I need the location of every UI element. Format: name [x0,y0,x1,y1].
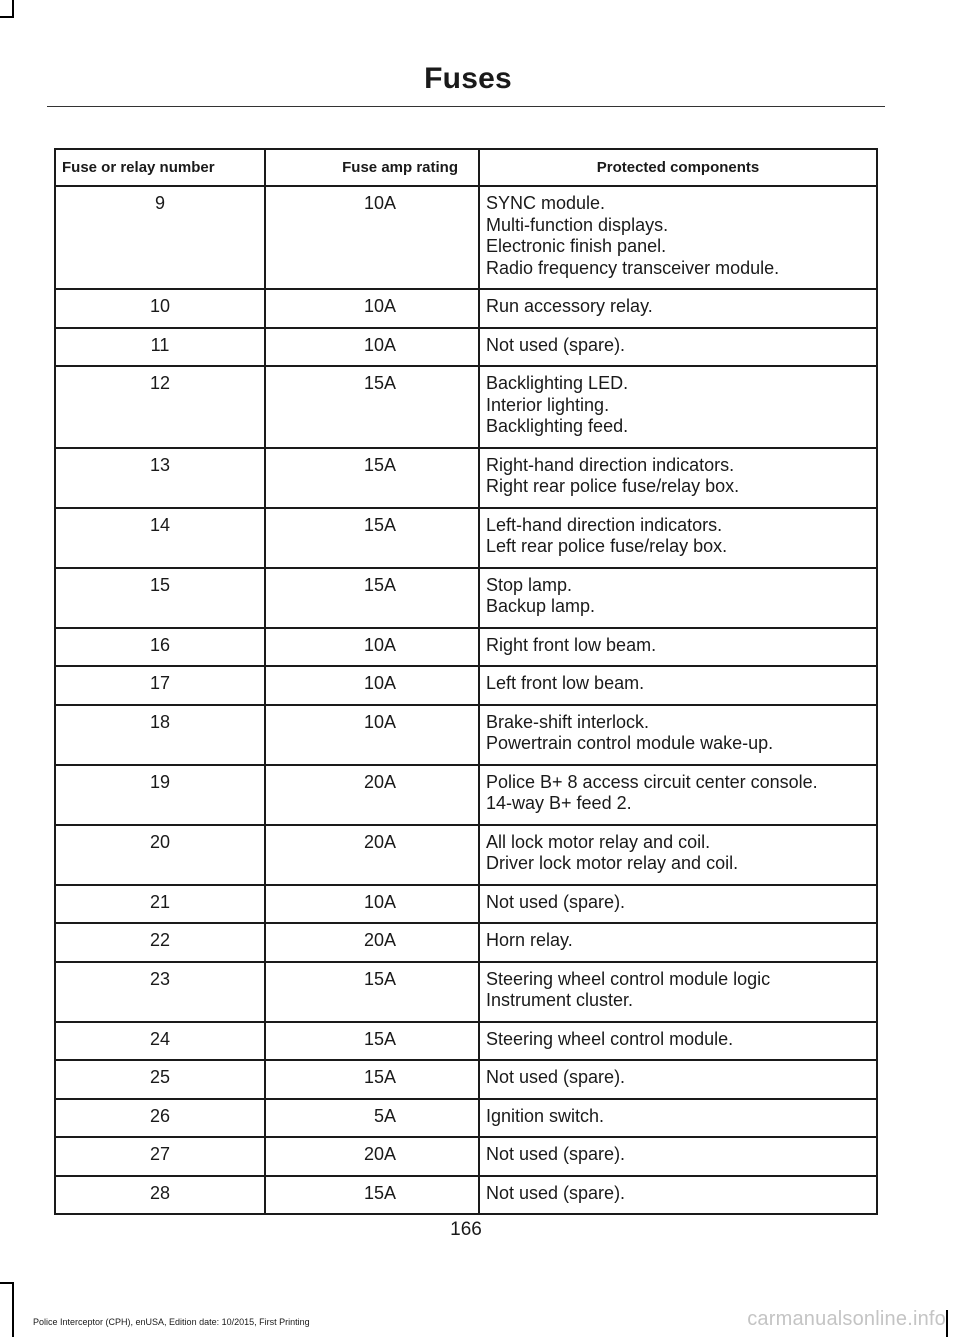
fuse-number-cell: 21 [55,885,265,924]
component-line: Multi-function displays. [486,214,669,235]
fuse-number-cell: 26 [55,1099,265,1138]
table-row [55,1022,877,1061]
fuse-number-cell: 11 [55,328,265,367]
protected-components-cell [479,568,877,628]
fuse-number-cell: 24 [55,1022,265,1061]
fuse-number-cell: 25 [55,1060,265,1099]
component-line: Steering wheel control module logic [486,968,771,989]
table-row [55,289,877,328]
component-line: Brake-shift interlock. [486,711,650,732]
protected-components-cell [479,885,877,924]
footer-edition-text: Police Interceptor (CPH), enUSA, Edition date: 10/2015, First Printing [33,1317,310,1327]
table-row [55,1099,877,1138]
fuse-number-cell: 27 [55,1137,265,1176]
amp-rating-cell: 10A [265,186,479,289]
protected-components-cell [479,1060,877,1099]
fuse-number-cell: 20 [55,825,265,885]
component-line: Interior lighting. [486,394,610,415]
fuse-number-cell: 17 [55,666,265,705]
component-line: Horn relay. [486,930,573,950]
fuse-number-cell: 9 [55,186,265,289]
protected-components-cell [479,705,877,765]
table-row [55,628,877,667]
component-line: Not used (spare). [486,1067,626,1087]
component-line: Backlighting LED. [486,373,629,393]
amp-rating-cell: 15A [265,1176,479,1215]
table-row [55,366,877,448]
component-line: Instrument cluster. [486,990,634,1010]
protected-components-cell [479,962,877,1022]
table-row [55,765,877,825]
component-line: Stop lamp. [486,574,573,595]
table-row [55,962,877,1022]
table-row [55,1176,877,1215]
protected-components-cell [479,289,877,328]
protected-components-cell [479,765,877,825]
table-row [55,825,877,885]
amp-rating-cell: 20A [265,765,479,825]
protected-components-cell [479,1176,877,1215]
amp-rating-cell: 15A [265,1060,479,1099]
protected-components-cell [479,366,877,448]
component-line: Backlighting feed. [486,416,629,436]
fuse-number-cell: 12 [55,366,265,448]
table-row [55,666,877,705]
fuse-number-cell: 22 [55,923,265,962]
fuse-number-cell: 13 [55,448,265,508]
table-row [55,1060,877,1099]
fuse-number-cell: 10 [55,289,265,328]
fuse-number-cell: 14 [55,508,265,568]
table-row [55,508,877,568]
component-line: Not used (spare). [486,1182,626,1203]
component-line: Run accessory relay. [486,296,653,316]
table-header-row [55,149,877,186]
component-line: Right rear police fuse/relay box. [486,476,740,496]
amp-rating-cell: 10A [265,885,479,924]
component-line: Steering wheel control module. [486,1028,734,1049]
component-line: Left-hand direction indicators. [486,514,723,535]
page-title: Fuses [424,62,512,95]
component-line: Electronic finish panel. [486,236,667,256]
amp-rating-cell: 15A [265,508,479,568]
component-line: Ignition switch. [486,1105,605,1126]
fuse-number-cell: 18 [55,705,265,765]
component-line: Police B+ 8 access circuit center console. [486,771,818,792]
protected-components-cell [479,923,877,962]
amp-rating-cell: 10A [265,328,479,367]
fuse-table [54,148,878,1215]
component-line: Not used (spare). [486,334,626,355]
component-line: Left front low beam. [486,673,645,693]
component-line: Left rear police fuse/relay box. [486,536,728,556]
component-line: Driver lock motor relay and coil. [486,853,739,873]
component-line: Not used (spare). [486,891,626,912]
protected-components-cell [479,448,877,508]
amp-rating-cell: 15A [265,568,479,628]
fuse-number-cell: 16 [55,628,265,667]
protected-components-cell [479,1099,877,1138]
component-line: Right-hand direction indicators. [486,454,735,475]
column-header-components: Protected components [479,149,877,186]
component-line: Backup lamp. [486,596,596,616]
amp-rating-cell: 15A [265,962,479,1022]
fuse-table-body [55,186,877,1214]
table-row [55,705,877,765]
protected-components-cell [479,186,877,289]
fuse-number-cell: 15 [55,568,265,628]
amp-rating-cell: 15A [265,1022,479,1061]
crop-mark [12,0,14,16]
crop-mark [0,1282,14,1284]
table-row [55,568,877,628]
watermark: carmanualsonline.info [747,1308,946,1330]
table-row [55,328,877,367]
amp-rating-cell: 10A [265,289,479,328]
crop-mark [12,1282,14,1337]
component-line: Radio frequency transceiver module. [486,257,780,278]
component-line: All lock motor relay and coil. [486,831,711,852]
amp-rating-cell: 20A [265,825,479,885]
amp-rating-cell: 10A [265,628,479,667]
table-row [55,448,877,508]
protected-components-cell [479,825,877,885]
protected-components-cell [479,508,877,568]
protected-components-cell [479,666,877,705]
crop-mark [946,1310,948,1337]
column-header-number: Fuse or relay number [55,149,265,186]
component-line: Powertrain control module wake-up. [486,733,774,753]
amp-rating-cell: 20A [265,1137,479,1176]
protected-components-cell [479,1022,877,1061]
protected-components-cell [479,628,877,667]
header-rule [47,106,885,107]
amp-rating-cell: 15A [265,448,479,508]
component-line: SYNC module. [486,193,606,213]
fuse-number-cell: 23 [55,962,265,1022]
amp-rating-cell: 15A [265,366,479,448]
protected-components-cell [479,1137,877,1176]
protected-components-cell [479,328,877,367]
page-number: 166 [450,1219,482,1240]
amp-rating-cell: 10A [265,666,479,705]
table-row [55,923,877,962]
amp-rating-cell: 10A [265,705,479,765]
component-line: Right front low beam. [486,634,657,655]
table-row [55,885,877,924]
amp-rating-cell: 5A [265,1099,479,1138]
component-line: Not used (spare). [486,1144,626,1164]
component-line: 14-way B+ feed 2. [486,793,632,813]
table-row [55,186,877,289]
crop-mark [0,16,14,18]
column-header-rating: Fuse amp rating [265,149,479,186]
table-row [55,1137,877,1176]
amp-rating-cell: 20A [265,923,479,962]
fuse-number-cell: 28 [55,1176,265,1215]
fuse-number-cell: 19 [55,765,265,825]
